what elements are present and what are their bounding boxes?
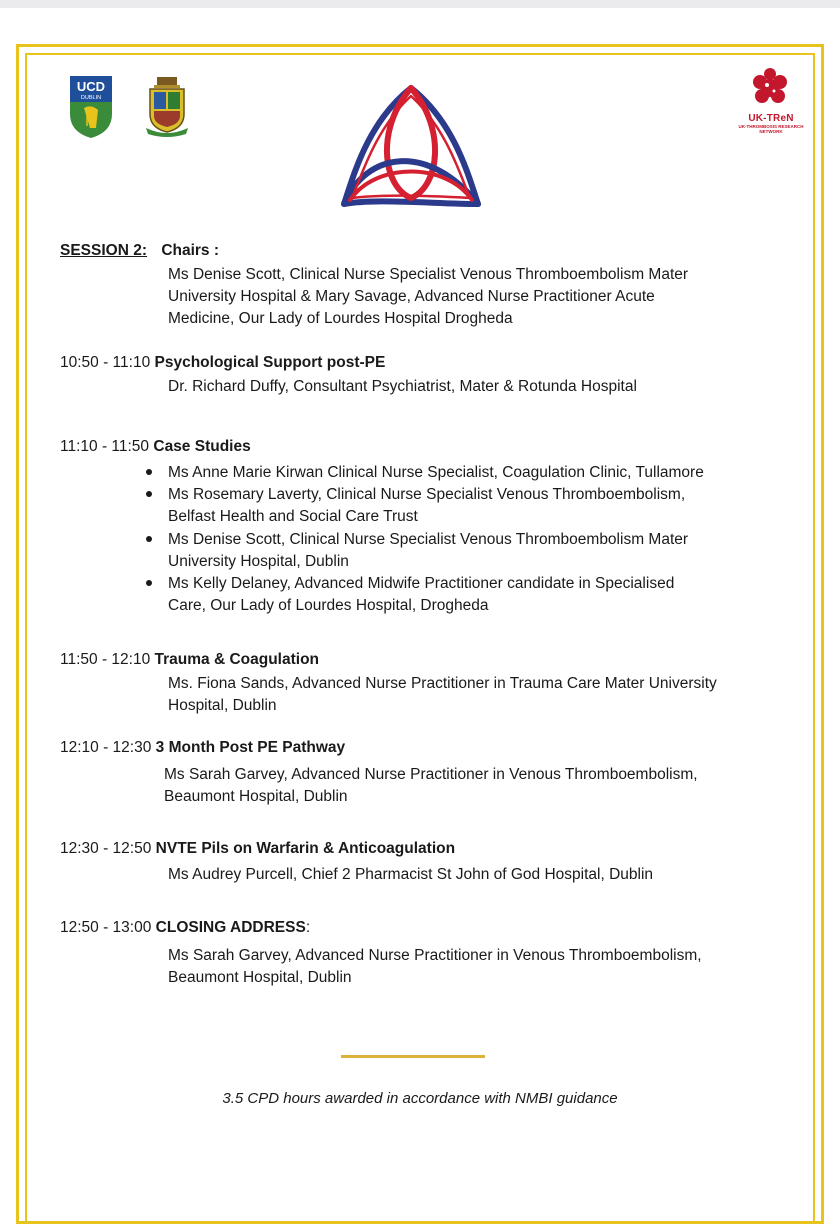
ucd-logo-subtext: DUBLIN [80, 95, 102, 101]
bullet-icon [146, 580, 152, 586]
bullet-icon [146, 469, 152, 475]
speaker-line: Ms Denise Scott, Clinical Nurse Specialist Venous Thromboembolism Mater [168, 531, 689, 548]
session-heading [60, 240, 219, 262]
uk-tren-name: UK-TReN [748, 113, 794, 124]
gold-border-inner [25, 53, 815, 1223]
gold-divider [341, 1055, 485, 1058]
agenda-item-heading [60, 436, 251, 458]
agenda-title: CLOSING ADDRESS [155, 919, 306, 936]
agenda-title: 3 Month Post PE Pathway [155, 739, 346, 756]
speaker-line: Belfast Health and Social Care Trust [168, 508, 418, 525]
chairs-line: University Hospital & Mary Savage, Advanced Nurse Practitioner Acute [168, 288, 655, 305]
speaker-line: Ms Rosemary Laverty, Clinical Nurse Specialist Venous Thromboembolism, [168, 486, 686, 503]
agenda-item-heading [60, 917, 310, 939]
agenda-time: 11:50 - 12:10 [60, 651, 151, 668]
speaker-line: Ms Sarah Garvey, Advanced Nurse Practitioner in Venous Thromboembolism, [164, 766, 698, 783]
speaker-line: Dr. Richard Duffy, Consultant Psychiatrist, Mater & Rotunda Hospital [168, 378, 637, 395]
speaker-line: Beaumont Hospital, Dublin [168, 969, 352, 986]
agenda-item-heading [60, 737, 345, 759]
triquetra-icon [336, 82, 486, 212]
speaker-line: Care, Our Lady of Lourdes Hospital, Drogheda [168, 597, 489, 614]
bullet-icon [146, 491, 152, 497]
agenda-time: 12:30 - 12:50 [60, 840, 152, 857]
agenda-time: 12:10 - 12:30 [60, 739, 152, 756]
agenda-item-heading [60, 352, 385, 374]
agenda-title: Trauma & Coagulation [154, 651, 320, 668]
agenda-title: Case Studies [153, 438, 251, 455]
agenda-title: NVTE Pils on Warfarin & Anticoagulation [155, 840, 456, 857]
speaker-line: Ms Anne Marie Kirwan Clinical Nurse Specialist, Coagulation Clinic, Tullamore [168, 464, 704, 481]
speaker-line: Hospital, Dublin [168, 697, 277, 714]
viewer-top-bar [0, 0, 840, 8]
chairs-line: Ms Denise Scott, Clinical Nurse Specialist Venous Thromboembolism Mater [168, 266, 689, 283]
speaker-line: Ms Audrey Purcell, Chief 2 Pharmacist St John of God Hospital, Dublin [168, 866, 654, 883]
agenda-item-heading [60, 649, 319, 671]
ucd-logo-text: UCD [76, 79, 106, 94]
agenda-title-suffix: : [305, 919, 311, 936]
chairs-label: Chairs : [161, 242, 220, 259]
agenda-item-heading [60, 838, 455, 860]
speaker-line: Ms Sarah Garvey, Advanced Nurse Practitioner in Venous Thromboembolism, [168, 947, 702, 964]
bullet-icon [146, 536, 152, 542]
session-label: SESSION 2: [60, 242, 147, 259]
chairs-line: Medicine, Our Lady of Lourdes Hospital Drogheda [168, 310, 513, 327]
agenda-time: 12:50 - 13:00 [60, 919, 152, 936]
ucd-logo [68, 74, 114, 140]
cpd-footer-note: 3.5 CPD hours awarded in accordance with NMBI guidance [222, 1090, 618, 1107]
speaker-line: Ms Kelly Delaney, Advanced Midwife Practitioner candidate in Specialised [168, 575, 675, 592]
agenda-time: 11:10 - 11:50 [60, 438, 150, 455]
speaker-line: Beaumont Hospital, Dublin [164, 788, 348, 805]
uk-tren-logo-text [734, 113, 808, 134]
uk-tren-subtitle: UK-THROMBOSIS RESEARCH NETWORK [738, 124, 804, 134]
college-crest-icon [142, 76, 192, 138]
speaker-line: Ms. Fiona Sands, Advanced Nurse Practitioner in Trauma Care Mater University [168, 675, 717, 692]
speaker-line: University Hospital, Dublin [168, 553, 349, 570]
agenda-time: 10:50 - 11:10 [60, 354, 151, 371]
agenda-title: Psychological Support post-PE [154, 354, 386, 371]
